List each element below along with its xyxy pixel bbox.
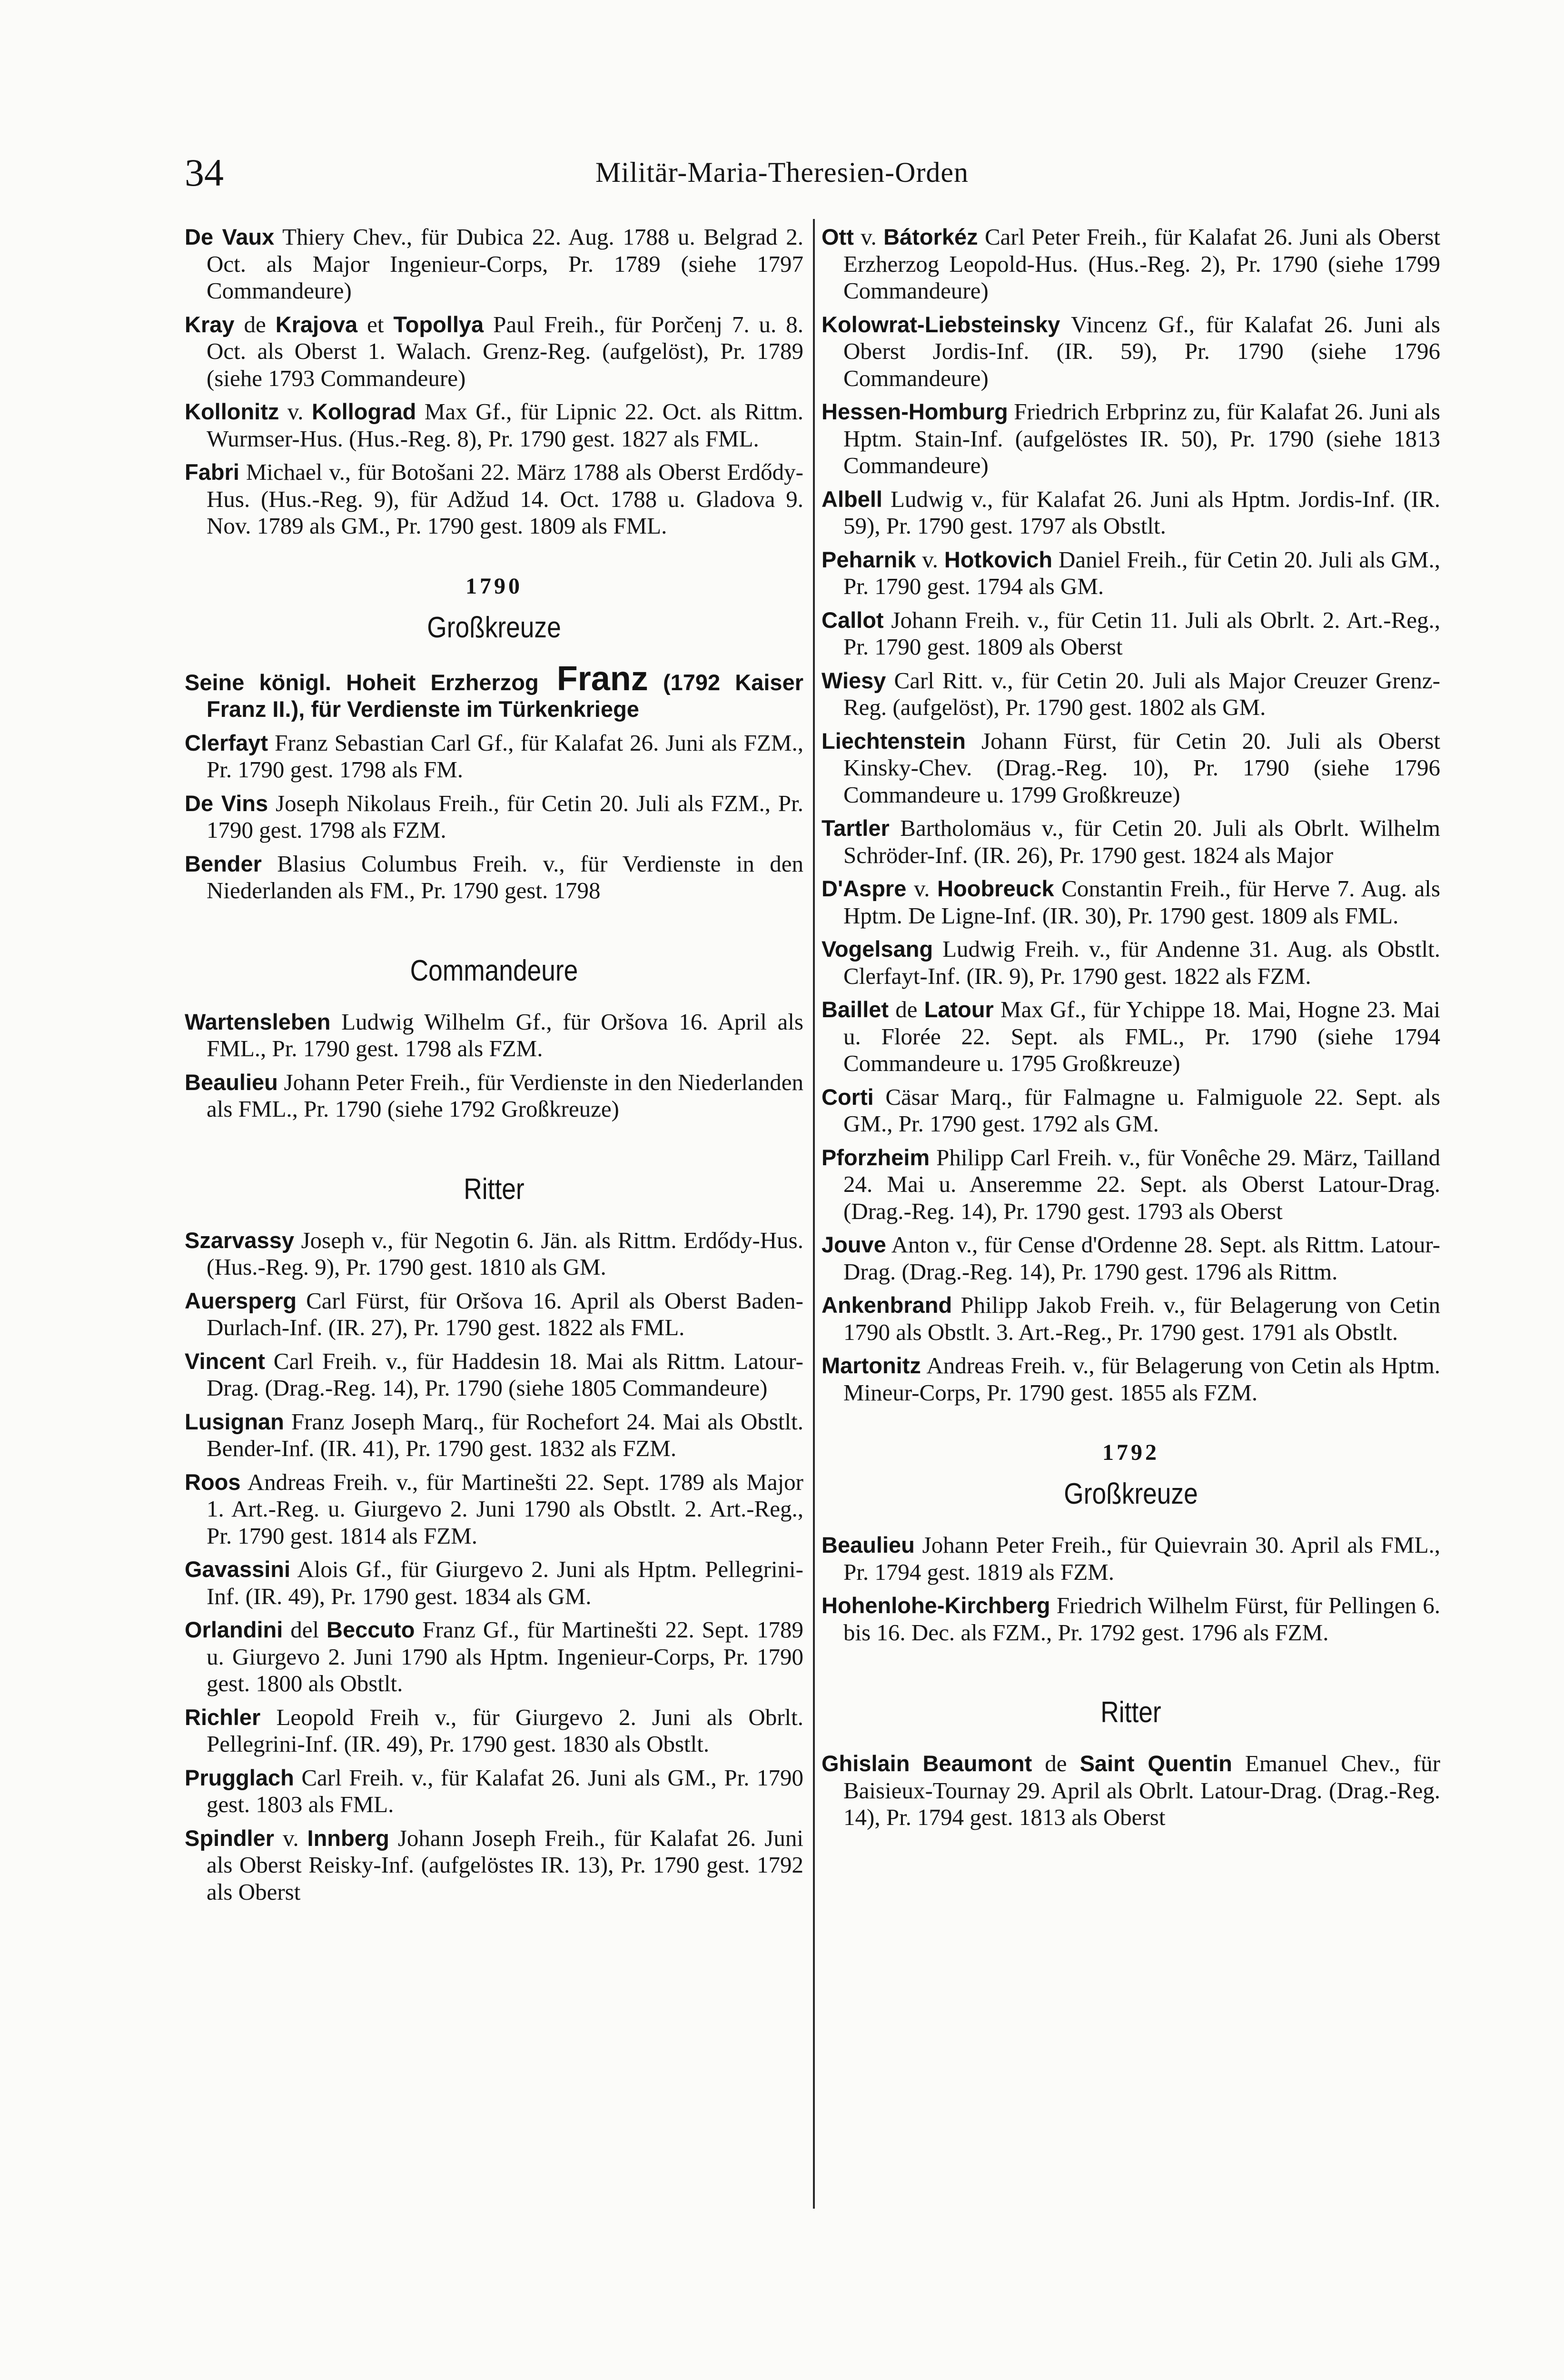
entry-text: Joseph v., für Negotin 6. Jän. als Rittm. Erdődy-Hus. (Hus.-Reg. 9), Pr. 1790 gest. 1810 als GM. bbox=[207, 1227, 803, 1280]
list-item bbox=[822, 546, 1440, 600]
list-item bbox=[185, 1616, 803, 1697]
list-item bbox=[185, 851, 803, 904]
list-item bbox=[185, 1469, 803, 1550]
entry-name: Wartensleben bbox=[185, 1009, 331, 1034]
list-item bbox=[185, 1765, 803, 1818]
entry-text: Johann Joseph Freih., für Kalafat 26. Juni als Oberst Reisky-Inf. (aufgelöstes IR. 13), Pr. 1790 gest. 1792 als Oberst bbox=[207, 1825, 803, 1905]
right-column bbox=[822, 224, 1440, 1838]
entry-name: Seine königl. Hoheit Erzherzog bbox=[185, 669, 539, 695]
entry-text: Joseph Nikolaus Freih., für Cetin 20. Juli als FZM., Pr. 1790 gest. 1798 als FZM. bbox=[207, 790, 804, 843]
section-heading-grosskreuze: Großkreuze bbox=[427, 611, 561, 644]
entry-particle: v. bbox=[906, 875, 938, 902]
entry-particle: de bbox=[889, 996, 924, 1022]
entry-text: Paul Freih., für Porčenj 7. u. 8. Oct. als Oberst 1. Walach. Grenz-Reg. (aufgelöst), Pr. 1789 (siehe 1793 Commandeure) bbox=[207, 311, 803, 391]
entry-text: Constantin Freih., für Herve 7. Aug. als Hptm. De Ligne-Inf. (IR. 30), Pr. 1790 gest. 1809 als FML. bbox=[843, 875, 1440, 929]
entry-name: Peharnik bbox=[822, 546, 916, 572]
entry-name: Jouve bbox=[822, 1232, 886, 1257]
entry-name: Krajova bbox=[275, 311, 358, 337]
entry-name: Kollograd bbox=[311, 399, 416, 424]
entry-name: Martonitz bbox=[822, 1353, 921, 1378]
list-item bbox=[185, 1825, 803, 1906]
list-item bbox=[185, 1704, 803, 1758]
page-number: 34 bbox=[185, 151, 224, 194]
list-item bbox=[185, 730, 803, 783]
entry-text: Johann Peter Freih., für Verdienste in den Niederlanden als FML., Pr. 1790 (siehe 1792 Großkreuze) bbox=[207, 1069, 803, 1122]
entry-text: Carl Peter Freih., für Kalafat 26. Juni als Oberst Erzherzog Leopold-Hus. (Hus.-Reg. 2), Pr. 1790 (siehe 1799 Commandeure) bbox=[843, 224, 1440, 304]
entry-name: Liechtenstein bbox=[822, 728, 966, 754]
list-item bbox=[822, 728, 1440, 809]
list-item bbox=[185, 311, 803, 392]
entry-name: D'Aspre bbox=[822, 876, 907, 901]
entry-name: Fabri bbox=[185, 459, 239, 485]
list-item bbox=[185, 1227, 803, 1281]
entry-text: Anton v., für Cense d'Ordenne 28. Sept. als Rittm. Latour-Drag. (Drag.-Reg. 14), Pr. 1790 gest. 1796 als Rittm. bbox=[843, 1231, 1440, 1285]
list-item bbox=[822, 398, 1440, 479]
entry-text: Andreas Freih. v., für Martinešti 22. Sept. 1789 als Major 1. Art.-Reg. u. Giurgevo 2. Juni 1790 als Obstlt. 2. Art.-Reg., Pr. 1790 gest. 1814 als FZM. bbox=[207, 1468, 803, 1549]
entry-name: Hessen-Homburg bbox=[822, 399, 1008, 424]
entry-name: Kolowrat-Liebsteinsky bbox=[822, 311, 1060, 337]
entry-particle: de bbox=[1032, 1750, 1080, 1776]
entry-name: De Vins bbox=[185, 790, 268, 816]
entry-name: Albell bbox=[822, 486, 882, 512]
entry-text: Philipp Carl Freih. v., für Vonêche 29. März, Tailland 24. Mai u. Anseremme 22. Sept. als Oberst Latour-Drag. (Drag.-Reg. 14), Pr. 1790 gest. 1793 als Oberst bbox=[843, 1144, 1440, 1224]
year-heading: 1792 bbox=[1102, 1440, 1159, 1465]
entry-name: Hotkovich bbox=[944, 546, 1053, 572]
list-item bbox=[822, 1352, 1440, 1406]
entry-name: Latour bbox=[924, 997, 994, 1022]
entry-name: Bátorkéz bbox=[883, 224, 978, 249]
list-item bbox=[185, 659, 803, 723]
section-heading-ritter: Ritter bbox=[464, 1172, 525, 1206]
running-title: Militär-Maria-Theresien-Orden bbox=[595, 157, 969, 188]
entry-text: Carl Ritt. v., für Cetin 20. Juli als Major Creuzer Grenz-Reg. (aufgelöst), Pr. 1790 gest. 1802 als GM. bbox=[843, 667, 1440, 720]
entry-particle: del bbox=[283, 1616, 327, 1643]
entry-name: Orlandini bbox=[185, 1617, 283, 1642]
entry-text: Johann Fürst, für Cetin 20. Juli als Oberst Kinsky-Chev. (Drag.-Reg. 10), Pr. 1790 (siehe 1796 Commandeure u. 1799 Großkreuze) bbox=[843, 727, 1440, 808]
entry-name: Beccuto bbox=[327, 1617, 415, 1642]
entry-name: Bender bbox=[185, 851, 262, 876]
entry-name: Tartler bbox=[822, 815, 890, 841]
list-item bbox=[822, 1084, 1440, 1138]
entry-name: Vogelsang bbox=[822, 936, 933, 962]
entry-name: Baillet bbox=[822, 997, 889, 1022]
list-item bbox=[822, 224, 1440, 305]
list-item bbox=[185, 398, 803, 452]
entry-name: Kray bbox=[185, 311, 235, 337]
entry-name: Gavassini bbox=[185, 1557, 291, 1582]
entry-text: Ludwig Wilhelm Gf., für Oršova 16. April als FML., Pr. 1790 gest. 1798 als FZM. bbox=[207, 1008, 803, 1061]
entry-text: Max Gf., für Ychippe 18. Mai, Hogne 23. Mai u. Florée 22. Sept. als FML., Pr. 1790 (siehe 1794 Commandeure u. 1795 Großkreuze) bbox=[843, 996, 1440, 1076]
section-heading-ritter: Ritter bbox=[1100, 1696, 1161, 1729]
entry-name: Clerfayt bbox=[185, 730, 268, 755]
entry-particle: v. bbox=[853, 224, 884, 250]
entry-text: Vincenz Gf., für Kalafat 26. Juni als Oberst Jordis-Inf. (IR. 59), Pr. 1790 (siehe 1796 Commandeure) bbox=[843, 311, 1440, 391]
entry-name: Lusignan bbox=[185, 1408, 284, 1434]
list-item bbox=[185, 459, 803, 540]
entry-particle bbox=[910, 1750, 922, 1776]
entry-name: Kollonitz bbox=[185, 399, 279, 424]
entry-particle: de bbox=[234, 311, 276, 337]
entry-name: Beaulieu bbox=[185, 1069, 278, 1095]
entry-text: Blasius Columbus Freih. v., für Verdienste in den Niederlanden als FM., Pr. 1790 gest. 1798 bbox=[207, 850, 803, 903]
list-item bbox=[822, 1292, 1440, 1346]
entry-name: De Vaux bbox=[185, 224, 275, 249]
entry-text: Cäsar Marq., für Falmagne u. Falmiguole 22. Sept. als GM., Pr. 1790 gest. 1792 als GM. bbox=[843, 1083, 1440, 1137]
entry-name: Beaulieu bbox=[822, 1532, 915, 1557]
entry-name: Szarvassy bbox=[185, 1227, 294, 1253]
entry-name: Wiesy bbox=[822, 667, 886, 693]
entry-name: Prugglach bbox=[185, 1765, 294, 1790]
entry-text: Leopold Freih v., für Giurgevo 2. Juni als Obrlt. Pellegrini-Inf. (IR. 49), Pr. 1790 gest. 1830 als Obstlt. bbox=[207, 1704, 803, 1757]
column-divider bbox=[813, 219, 815, 2209]
list-item bbox=[822, 936, 1440, 990]
entry-text: Carl Freih. v., für Haddesin 18. Mai als Rittm. Latour-Drag. (Drag.-Reg. 14), Pr. 1790 (siehe 1805 Commandeure) bbox=[207, 1348, 803, 1401]
entry-text: Max Gf., für Lipnic 22. Oct. als Rittm. Wurmser-Hus. (Hus.-Reg. 8), Pr. 1790 gest. 1827 als FML. bbox=[207, 398, 803, 452]
entry-text: Carl Fürst, für Oršova 16. April als Oberst Baden-Durlach-Inf. (IR. 27), Pr. 1790 gest. 1822 als FML. bbox=[207, 1287, 803, 1340]
entry-text: Emanuel Chev., für Baisieux-Tournay 29. April als Obrlt. Latour-Drag. (Drag.-Reg. 14), Pr. 1794 gest. 1813 als Oberst bbox=[843, 1750, 1440, 1830]
entry-text: Franz Joseph Marq., für Rochefort 24. Mai als Obstlt. Bender-Inf. (IR. 41), Pr. 1790 gest. 1832 als FZM. bbox=[207, 1408, 803, 1461]
entry-name: Corti bbox=[822, 1084, 874, 1110]
entry-name: Auersperg bbox=[185, 1288, 297, 1313]
list-item bbox=[185, 1069, 803, 1123]
entry-text: Thiery Chev., für Dubica 22. Aug. 1788 u. Belgrad 2. Oct. als Major Ingenieur-Corps, Pr. 1789 (siehe 1797 Commandeure) bbox=[207, 224, 803, 304]
list-item bbox=[185, 1009, 803, 1062]
entry-text: Daniel Freih., für Cetin 20. Juli als GM., Pr. 1790 gest. 1794 als GM. bbox=[843, 546, 1440, 599]
entry-text: Philipp Jakob Freih. v., für Belagerung von Cetin 1790 als Obstlt. 3. Art.-Reg., Pr. 1790 gest. 1791 als Obstlt. bbox=[843, 1292, 1440, 1345]
entry-particle: v. bbox=[279, 398, 312, 425]
list-item bbox=[822, 1144, 1440, 1225]
entry-name: Beaumont bbox=[922, 1751, 1032, 1776]
entry-name: Saint Quentin bbox=[1079, 1751, 1232, 1776]
left-column bbox=[185, 224, 803, 1912]
entry-text: Alois Gf., für Giurgevo 2. Juni als Hptm. Pellegrini-Inf. (IR. 49), Pr. 1790 gest. 1834 als GM. bbox=[207, 1556, 803, 1609]
entry-text: Franz Sebastian Carl Gf., für Kalafat 26. Juni als FZM., Pr. 1790 gest. 1798 als FM. bbox=[207, 729, 803, 783]
entry-text: Ludwig Freih. v., für Andenne 31. Aug. als Obstlt. Clerfayt-Inf. (IR. 9), Pr. 1790 gest. 1822 als FZM. bbox=[843, 936, 1440, 989]
list-item bbox=[822, 486, 1440, 540]
list-item bbox=[822, 1532, 1440, 1586]
entry-particle: v. bbox=[274, 1825, 307, 1851]
list-item bbox=[822, 667, 1440, 721]
list-item bbox=[822, 1592, 1440, 1646]
entry-text: Franz Gf., für Martinešti 22. Sept. 1789 u. Giurgevo 2. Juni 1790 als Hptm. Ingenieur-Corps, Pr. 1790 gest. 1800 als Obstlt. bbox=[207, 1616, 803, 1696]
entry-name: Roos bbox=[185, 1469, 241, 1495]
entry-text: Michael v., für Botošani 22. März 1788 als Oberst Erdődy-Hus. (Hus.-Reg. 9), für Adžud 14. Oct. 1788 u. Gladova 9. Nov. 1789 als GM., Pr. 1790 gest. 1809 als FML. bbox=[207, 459, 803, 539]
entry-name: Vincent bbox=[185, 1348, 265, 1374]
entry-particle: v. bbox=[916, 546, 944, 573]
entry-name: Spindler bbox=[185, 1825, 275, 1851]
entry-text: Andreas Freih. v., für Belagerung von Cetin als Hptm. Mineur-Corps, Pr. 1790 gest. 1855 als FZM. bbox=[843, 1352, 1440, 1406]
list-item bbox=[185, 1288, 803, 1341]
list-item bbox=[822, 875, 1440, 929]
entry-name: Richler bbox=[185, 1704, 261, 1730]
year-heading: 1790 bbox=[465, 573, 523, 599]
entry-text: Johann Freih. v., für Cetin 11. Juli als Obrlt. 2. Art.-Reg., Pr. 1790 gest. 1809 als Oberst bbox=[843, 606, 1440, 660]
entry-name: Hohenlohe-Kirchberg bbox=[822, 1593, 1050, 1618]
entry-name: Callot bbox=[822, 607, 884, 633]
entry-name-large: Franz bbox=[538, 659, 648, 698]
entry-text: Johann Peter Freih., für Quievrain 30. April als FML., Pr. 1794 gest. 1819 als FZM. bbox=[843, 1532, 1440, 1585]
list-item bbox=[185, 224, 803, 305]
list-item bbox=[822, 1750, 1440, 1831]
entry-name: Pforzheim bbox=[822, 1144, 930, 1170]
entry-name: Innberg bbox=[307, 1825, 389, 1851]
section-heading-grosskreuze: Großkreuze bbox=[1064, 1478, 1198, 1510]
list-item bbox=[822, 1231, 1440, 1285]
entry-particle: et bbox=[357, 311, 394, 337]
entry-text: Friedrich Wilhelm Fürst, für Pellingen 6. bis 16. Dec. als FZM., Pr. 1792 gest. 1796 als FZM. bbox=[843, 1592, 1440, 1646]
entry-name: Ott bbox=[822, 224, 854, 249]
entry-name: Topollya bbox=[393, 311, 484, 337]
entry-text: Ludwig v., für Kalafat 26. Juni als Hptm. Jordis-Inf. (IR. 59), Pr. 1790 gest. 1797 als Obstlt. bbox=[843, 486, 1440, 539]
entry-text: (1792 Kaiser Franz II.), für Verdienste im Türkenkriege bbox=[207, 669, 803, 722]
list-item bbox=[822, 607, 1440, 661]
list-item bbox=[185, 1556, 803, 1610]
list-item bbox=[185, 790, 803, 844]
entry-name: Ankenbrand bbox=[822, 1292, 952, 1318]
entry-name: Hoobreuck bbox=[937, 876, 1054, 901]
list-item bbox=[822, 996, 1440, 1077]
section-heading-commandeure: Commandeure bbox=[410, 954, 578, 987]
list-item bbox=[822, 311, 1440, 392]
entry-text: Friedrich Erbprinz zu, für Kalafat 26. Juni als Hptm. Stain-Inf. (aufgelöstes IR. 50), Pr. 1790 (siehe 1813 Commandeure) bbox=[843, 398, 1440, 478]
entry-text: Carl Freih. v., für Kalafat 26. Juni als GM., Pr. 1790 gest. 1803 als FML. bbox=[207, 1764, 803, 1817]
list-item bbox=[185, 1348, 803, 1402]
entry-name: Ghislain bbox=[822, 1751, 910, 1776]
list-item bbox=[822, 815, 1440, 869]
list-item bbox=[185, 1408, 803, 1462]
entry-text: Bartholomäus v., für Cetin 20. Juli als Obrlt. Wilhelm Schröder-Inf. (IR. 26), Pr. 1790 gest. 1824 als Major bbox=[843, 815, 1440, 868]
